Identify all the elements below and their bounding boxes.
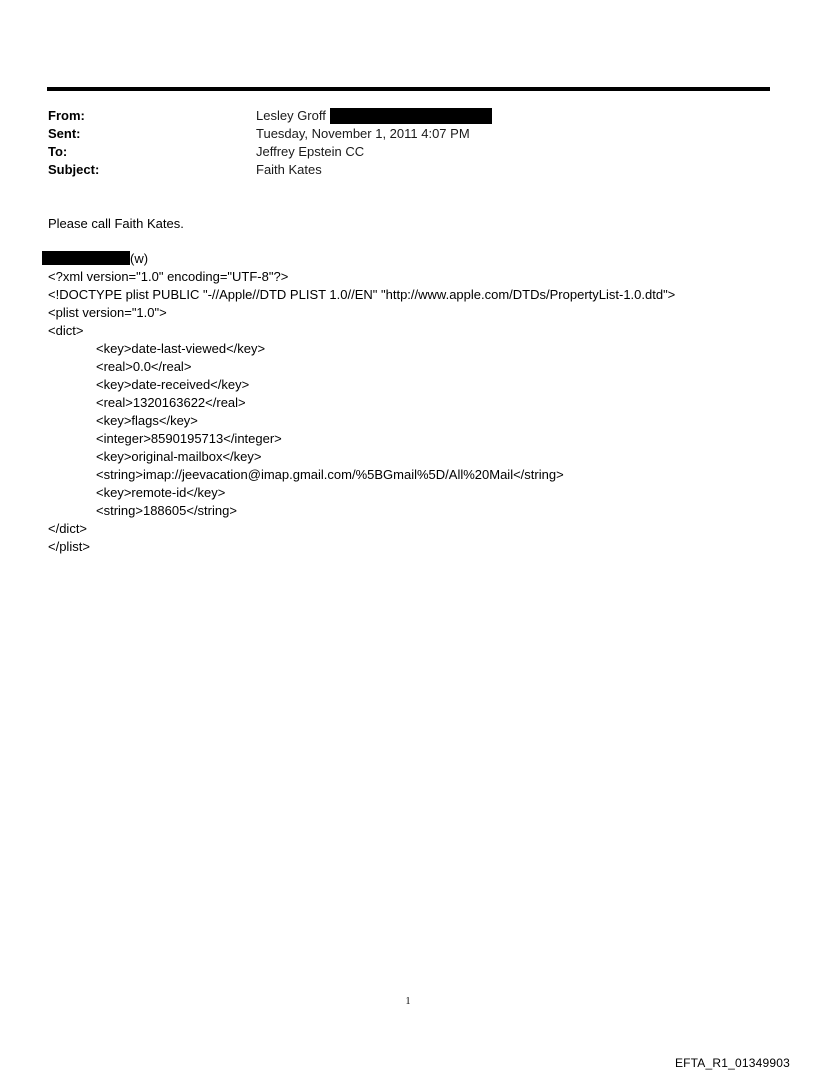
plist-line: <real>1320163622</real> xyxy=(96,395,246,410)
page-number: 1 xyxy=(405,996,411,1007)
to-value: Jeffrey Epstein CC xyxy=(256,144,365,159)
plist-line: <key>flags</key> xyxy=(96,413,198,428)
plist-line: <key>original-mailbox</key> xyxy=(96,449,262,464)
plist-line: <string>imap://jeevacation@imap.gmail.com/%5BGmail%5D/All%20Mail</string> xyxy=(96,467,564,482)
plist-line: <dict> xyxy=(48,323,84,338)
body-spacer xyxy=(48,233,675,250)
header-rule xyxy=(47,87,770,91)
plist-line: <key>remote-id</key> xyxy=(96,485,226,500)
sent-value: Tuesday, November 1, 2011 4:07 PM xyxy=(256,126,470,141)
plist-line: <key>date-received</key> xyxy=(96,377,250,392)
redaction-box xyxy=(330,108,492,124)
subject-value: Faith Kates xyxy=(256,162,322,177)
phone-line xyxy=(48,250,675,268)
plist-line: </plist> xyxy=(48,539,90,554)
plist-metadata xyxy=(48,268,675,556)
plist-line: <integer>8590195713</integer> xyxy=(96,431,282,446)
plist-line: <real>0.0</real> xyxy=(96,359,192,374)
sender-name: Lesley Groff xyxy=(256,108,326,123)
from-value xyxy=(256,107,492,125)
plist-line: <plist version="1.0"> xyxy=(48,305,167,320)
sent-label: Sent: xyxy=(48,126,81,141)
body-message: Please call Faith Kates. xyxy=(48,216,184,231)
plist-line: </dict> xyxy=(48,521,88,536)
plist-line: <?xml version="1.0" encoding="UTF-8"?> xyxy=(48,269,289,284)
email-body xyxy=(48,215,675,556)
from-label: From: xyxy=(48,108,85,123)
plist-line: <key>date-last-viewed</key> xyxy=(96,341,266,356)
to-label: To: xyxy=(48,144,68,159)
subject-label: Subject: xyxy=(48,162,100,177)
bates-number: EFTA_R1_01349903 xyxy=(674,1056,790,1070)
redaction-box xyxy=(42,251,130,265)
plist-line: <!DOCTYPE plist PUBLIC "-//Apple//DTD PLIST 1.0//EN" "http://www.apple.com/DTDs/PropertyList-1.0.dtd"> xyxy=(48,287,676,302)
phone-suffix: (w) xyxy=(130,251,149,266)
plist-line: <string>188605</string> xyxy=(96,503,237,518)
